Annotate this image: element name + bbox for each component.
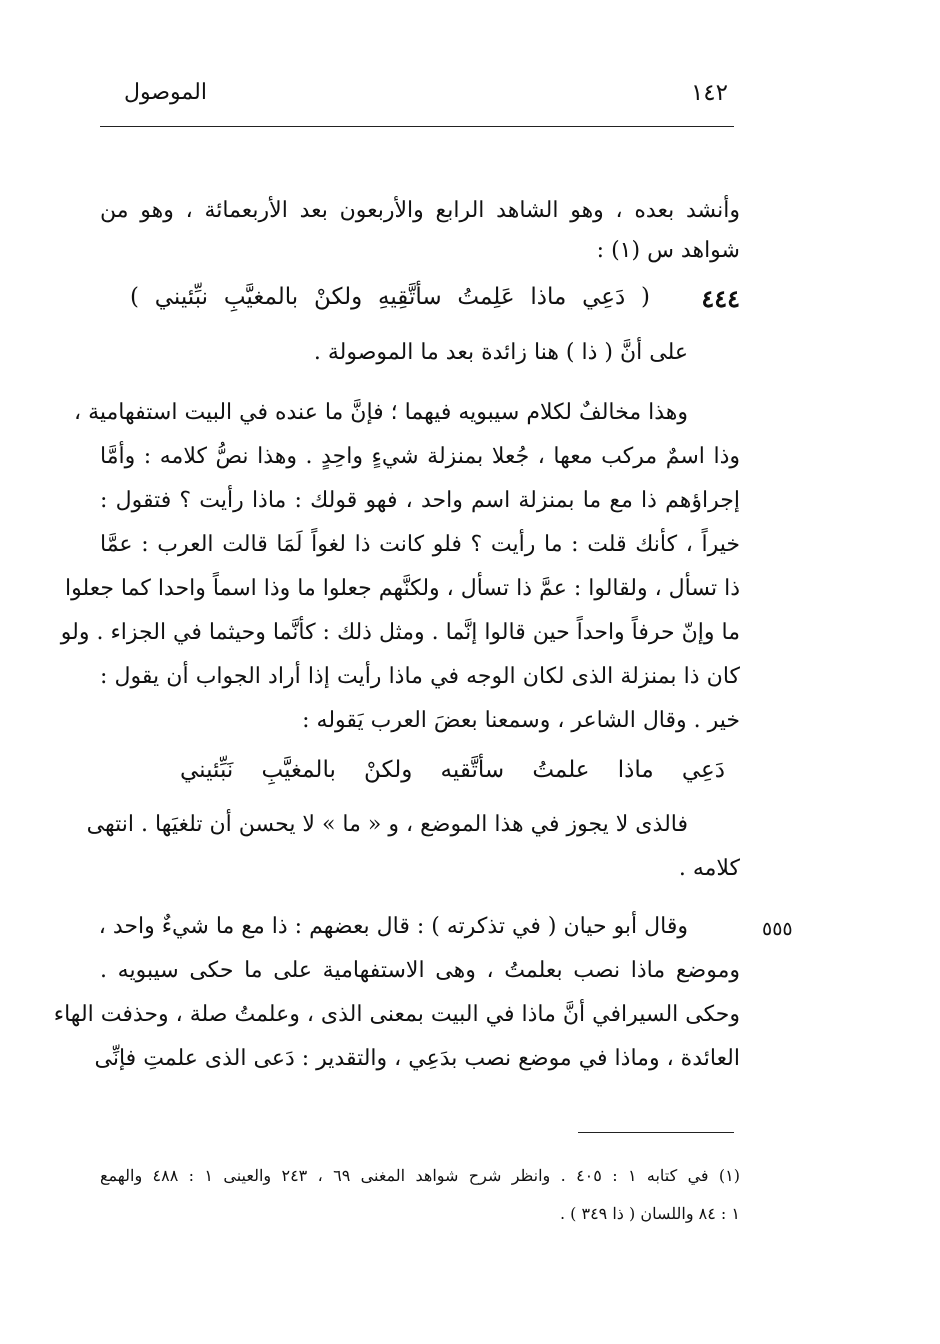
para2-line: كلامه . bbox=[678, 856, 740, 881]
para3-line: وحكى السيرافي أنَّ ماذا في البيت بمعنى الذى ، وعلمتُ صلة ، وحذفت الهاء bbox=[53, 1002, 740, 1027]
quoted-verse: دَعِي ماذا علمتُ سأتَّقيه ولكنْ بالمغيَّبِ نَبِّئيني bbox=[180, 757, 725, 783]
verse-number: ٤٤٤ bbox=[701, 284, 740, 313]
para1-line: وهذا مخالفٌ لكلام سيبويه فيهما ؛ فإنَّ ما عنده في البيت استفهامية ، bbox=[73, 400, 688, 425]
para1-line: إجراؤهم ذا مع ما بمنزلة اسم واحد ، فهو قولك : ماذا رأيت ؟ فتقول : bbox=[100, 488, 740, 513]
intro-line-2: شواهد س (١) : bbox=[596, 238, 740, 263]
para2-line: فالذى لا يجوز في هذا الموضع ، و « ما » لا يحسن أن تلغيَها . انتهى bbox=[86, 812, 688, 837]
intro-line-1: وأنشد بعده ، وهو الشاهد الرابع والأربعون بعد الأربعمائة ، وهو من bbox=[100, 198, 740, 223]
para1-line: ما وإنّ حرفاً واحداً حين قالوا إنَّما . ومثل ذلك : كأنَّما وحيثما في الجزاء . ولو bbox=[60, 620, 740, 645]
header-divider bbox=[100, 126, 734, 127]
para3-line: وموضع ماذا نصب بعلمتُ ، وهى الاستفهامية على ما حكى سيبويه . bbox=[100, 958, 740, 983]
margin-number: ٥٥٥ bbox=[762, 918, 793, 940]
page-number: ١٤٢ bbox=[690, 80, 728, 106]
para3-line: العائدة ، وماذا في موضع نصب بدَعِي ، والتقدير : دَعى الذى علمتِ فإنِّى bbox=[94, 1046, 740, 1071]
para1-line: كان ذا بمنزلة الذى لكان الوجه في ماذا رأيت إذا أراد الجواب أن يقول : bbox=[100, 664, 740, 689]
after-verse-line: على أنَّ ( ذا ) هنا زائدة بعد ما الموصولة . bbox=[313, 340, 688, 365]
para1-line: خيراً ، كأنك قلت : ما رأيت ؟ فلو كانت ذا لغواً لَمَا قالت العرب : عمَّا bbox=[100, 532, 740, 557]
para1-line: ذا تسأل ، ولقالوا : عمَّ ذا تسأل ، ولكنَّهم جعلوا ما وذا اسماً واحدا كما جعلوا bbox=[64, 576, 740, 601]
para1-line: وذا اسمٌ مركب معها ، جُعلا بمنزلة شيءٍ واحِدٍ . وهذا نصُّ كلامه : وأمَّا bbox=[100, 444, 740, 469]
footnote-divider bbox=[578, 1132, 734, 1133]
para1-line: خير . وقال الشاعر ، وسمعنا بعضَ العرب يَقوله : bbox=[302, 708, 740, 733]
verse-text: ( دَعِي ماذا عَلِمتُ سأتَّقِيهِ ولكنْ بالمغيَّبِ نبِّئيني ) bbox=[130, 284, 650, 310]
chapter-title: الموصول bbox=[124, 80, 207, 105]
para3-line: وقال أبو حيان ( في تذكرته ) : قال بعضهم : ذا مع ما شيءٌ واحد ، bbox=[98, 914, 688, 939]
footnote-line-2: ١ : ٨٤ واللسان ( ذا ٣٤٩ ) . bbox=[559, 1204, 740, 1223]
footnote-line-1: (١) في كتابه ١ : ٤٠٥ . وانظر شرح شواهد المغنى ٦٩ ، ٢٤٣ والعينى ١ : ٤٨٨ والهمع bbox=[100, 1166, 741, 1185]
